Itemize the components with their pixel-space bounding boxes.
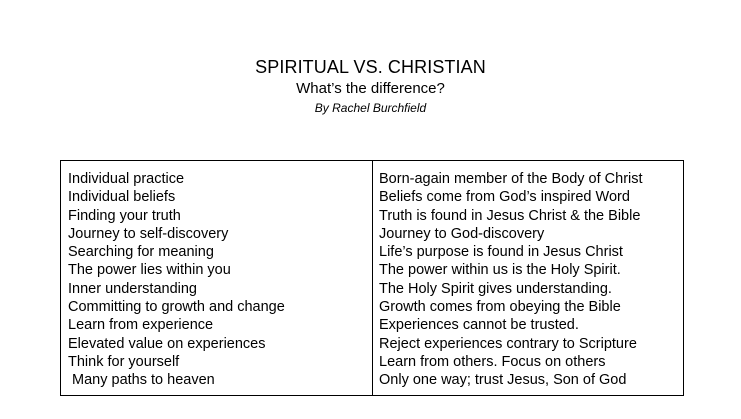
spiritual-row: Learn from experience [68, 317, 214, 334]
christian-row: The Holy Spirit gives understanding. [379, 280, 612, 297]
christian-row: Truth is found in Jesus Christ & the Bible [379, 207, 641, 224]
christian-column [373, 161, 683, 395]
spiritual-row: Individual practice [68, 171, 185, 187]
spiritual-row: Committing to growth and change [68, 299, 285, 316]
comparison-table [60, 160, 684, 396]
christian-row: Reject experiences contrary to Scripture [379, 335, 637, 352]
spiritual-row: Elevated value on experiences [68, 335, 266, 352]
spiritual-row: Journey to self-discovery [68, 225, 229, 242]
author-byline: By Rachel Burchfield [314, 101, 427, 115]
page-subtitle: What’s the difference? [296, 80, 445, 97]
christian-row: Born-again member of the Body of Christ [379, 171, 643, 187]
spiritual-row: Finding your truth [68, 207, 181, 224]
spiritual-row: Think for yourself [68, 353, 180, 370]
christian-row: Beliefs come from God’s inspired Word [379, 189, 630, 206]
christian-row: Only one way; trust Jesus, Son of God [379, 372, 627, 389]
spiritual-row: Individual beliefs [68, 189, 176, 206]
christian-row: Life’s purpose is found in Jesus Christ [379, 244, 623, 261]
christian-row: Experiences cannot be trusted. [379, 317, 579, 334]
christian-row: Growth comes from obeying the Bible [379, 299, 621, 316]
spiritual-row: The power lies within you [68, 262, 231, 279]
spiritual-row: Many paths to heaven [68, 372, 215, 389]
christian-row: Journey to God-discovery [379, 225, 545, 242]
page-title: SPIRITUAL VS. CHRISTIAN [255, 57, 486, 77]
christian-row: Learn from others. Focus on others [379, 353, 606, 370]
spiritual-column [61, 161, 373, 395]
spiritual-row: Inner understanding [68, 280, 197, 297]
spiritual-row: Searching for meaning [68, 244, 214, 261]
christian-row: The power within us is the Holy Spirit. [379, 262, 621, 279]
